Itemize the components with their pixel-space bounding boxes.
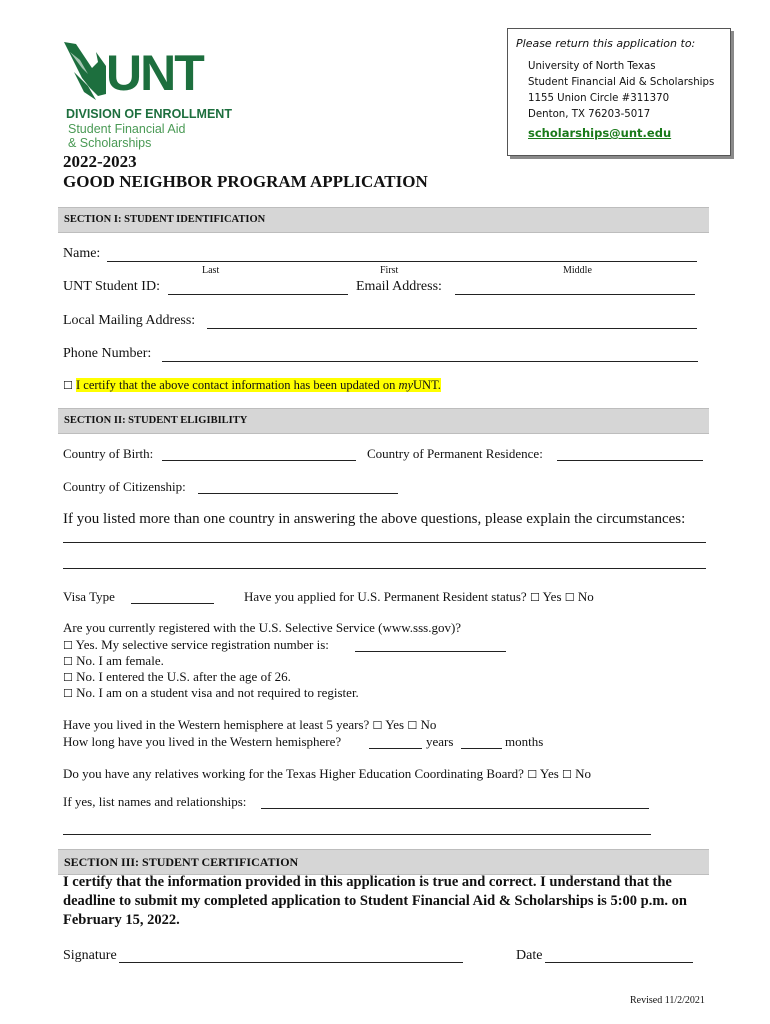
unt-logo xyxy=(62,38,232,150)
division-label: DIVISION OF ENROLLMENT xyxy=(66,107,232,121)
revised-date: Revised 11/2/2021 xyxy=(630,995,705,1006)
return-header: Please return this application to: xyxy=(516,37,696,50)
section-2-header xyxy=(58,408,709,434)
name-label: Name: xyxy=(63,246,101,261)
checkbox-icon[interactable]: ☐ xyxy=(372,719,383,732)
checkbox-icon[interactable]: ☐ xyxy=(562,768,572,781)
date-label: Date xyxy=(516,948,543,963)
section-3-title: SECTION III: STUDENT CERTIFICATION xyxy=(64,855,299,869)
relatives-question: Do you have any relatives working for the Texas Higher Education Coordinating Board? ☐ Yes ☐ No xyxy=(63,766,592,781)
last-caption: Last xyxy=(202,265,220,276)
section-3-header xyxy=(58,849,709,875)
years-field[interactable] xyxy=(369,748,422,749)
perm-residence-field[interactable] xyxy=(557,460,703,461)
western-hemisphere-question: Have you lived in the Western hemisphere at least 5 years? ☐ Yes ☐ No xyxy=(63,717,437,732)
checkbox-icon[interactable]: ☐ xyxy=(564,591,575,604)
explain-prompt: If you listed more than one country in answering the above questions, please explain the circumstances: xyxy=(63,511,686,527)
explain-line-1[interactable] xyxy=(63,542,706,543)
date-field[interactable] xyxy=(545,962,693,963)
section-1-title: SECTION I: STUDENT IDENTIFICATION xyxy=(64,214,266,225)
mailing-address-label: Local Mailing Address: xyxy=(63,313,196,328)
section-2-title: SECTION II: STUDENT ELIGIBILITY xyxy=(64,415,248,426)
email-label: Email Address: xyxy=(356,279,442,294)
signature-label: Signature xyxy=(63,948,117,963)
office-label-1: Student Financial Aid xyxy=(68,122,186,136)
checkbox-icon[interactable]: ☐ xyxy=(529,591,540,604)
explain-line-2[interactable] xyxy=(63,568,706,569)
checkbox-icon[interactable]: ☐ xyxy=(527,768,538,781)
months-field[interactable] xyxy=(461,748,502,749)
name-field[interactable] xyxy=(107,261,697,262)
checkbox-icon[interactable]: ☐ xyxy=(63,379,73,392)
section-1-header xyxy=(58,207,709,233)
office-label-2: & Scholarships xyxy=(68,136,152,150)
form-year: 2022-2023 xyxy=(63,152,137,171)
sss-option-age: ☐ No. I entered the U.S. after the age of 26. xyxy=(63,669,291,684)
address-line: University of North Texas xyxy=(528,61,656,72)
visa-type-label: Visa Type xyxy=(63,589,115,604)
perm-residence-label: Country of Permanent Residence: xyxy=(367,446,543,461)
western-duration-label: How long have you lived in the Western hemisphere? xyxy=(63,734,342,749)
return-address-box xyxy=(507,28,731,156)
certification-statement: I certify that the information provided in this application is true and correct. I understand that the deadline to submit my completed application to Student Financial Aid & Scholarships is 5:00 p.m. on February 15, 2022. xyxy=(63,874,687,928)
svg-text:UNT: UNT xyxy=(106,45,203,101)
checkbox-icon[interactable]: ☐ xyxy=(63,655,73,668)
selective-service-question: Are you currently registered with the U.S. Selective Service (www.sss.gov)? xyxy=(63,620,462,635)
relatives-list-label: If yes, list names and relationships: xyxy=(63,794,247,809)
certify-contact-row xyxy=(63,378,441,393)
birth-country-label: Country of Birth: xyxy=(63,446,154,461)
relatives-list-line-2[interactable] xyxy=(63,834,651,835)
form-title: GOOD NEIGHBOR PROGRAM APPLICATION xyxy=(63,172,428,191)
phone-label: Phone Number: xyxy=(63,346,152,361)
perm-resident-question: Have you applied for U.S. Permanent Resident status? ☐ Yes ☐ No xyxy=(244,589,594,604)
email-field[interactable] xyxy=(455,294,695,295)
checkbox-icon[interactable]: ☐ xyxy=(63,687,73,700)
first-caption: First xyxy=(380,265,399,276)
citizenship-label: Country of Citizenship: xyxy=(63,479,186,494)
address-line: Denton, TX 76203-5017 xyxy=(528,109,651,120)
months-label: months xyxy=(505,734,544,749)
address-line: Student Financial Aid & Scholarships xyxy=(528,77,715,88)
eagle-logo-icon xyxy=(62,38,232,108)
sss-option-visa: ☐ No. I am on a student visa and not required to register. xyxy=(63,685,359,700)
birth-country-field[interactable] xyxy=(162,460,356,461)
certify-contact-text: I certify that the above contact information has been updated on myUNT. xyxy=(76,378,441,392)
checkbox-icon[interactable]: ☐ xyxy=(63,671,73,684)
checkbox-icon[interactable]: ☐ xyxy=(63,639,73,652)
visa-type-field[interactable] xyxy=(131,603,214,604)
email-link[interactable]: scholarships@unt.edu xyxy=(528,126,672,140)
citizenship-field[interactable] xyxy=(198,493,398,494)
sss-option-yes: ☐ Yes. My selective service registration number is: xyxy=(63,637,329,652)
relatives-list-field[interactable] xyxy=(261,808,649,809)
mailing-address-field[interactable] xyxy=(207,328,697,329)
student-id-field[interactable] xyxy=(168,294,348,295)
checkbox-icon[interactable]: ☐ xyxy=(407,719,418,732)
phone-field[interactable] xyxy=(162,361,698,362)
sss-number-field[interactable] xyxy=(355,651,506,652)
sss-option-female: ☐ No. I am female. xyxy=(63,653,164,668)
signature-field[interactable] xyxy=(119,962,463,963)
student-id-label: UNT Student ID: xyxy=(63,279,160,294)
address-line: 1155 Union Circle #311370 xyxy=(528,93,670,104)
years-label: years xyxy=(426,734,454,749)
middle-caption: Middle xyxy=(563,265,592,276)
